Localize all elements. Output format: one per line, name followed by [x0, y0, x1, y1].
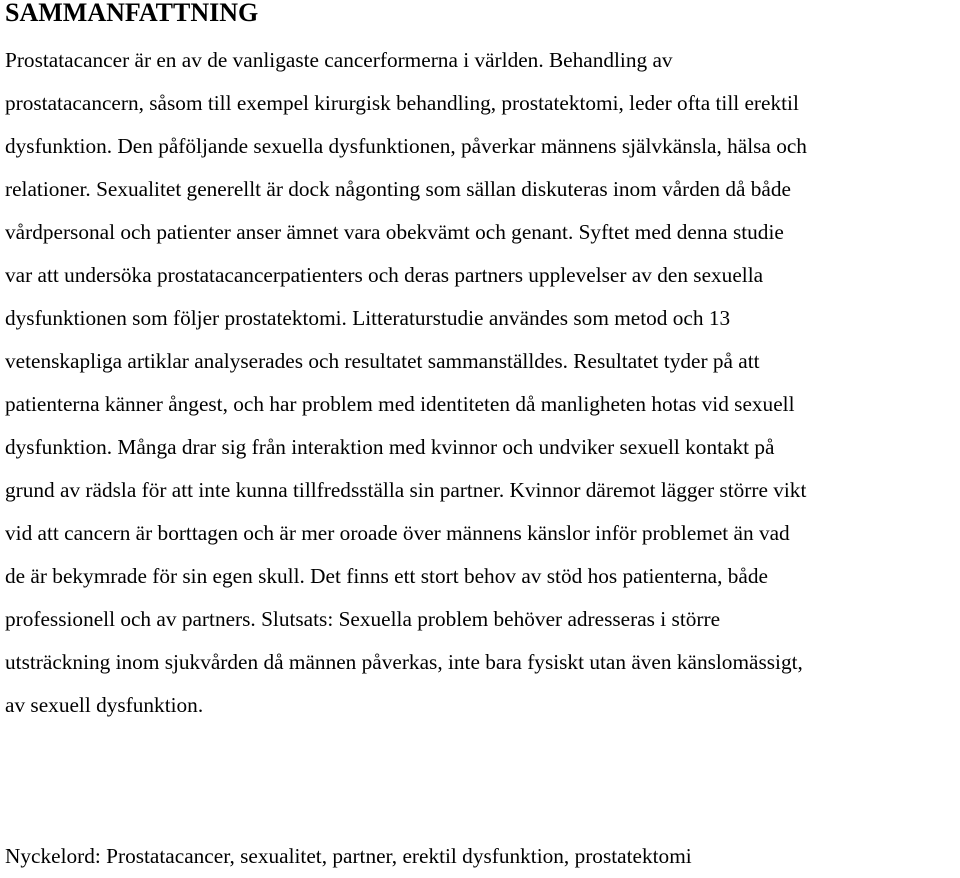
abstract-line: grund av rädsla för att inte kunna tillfredsställa sin partner. Kvinnor däremot lägger större vikt: [5, 478, 807, 502]
abstract-line: av sexuell dysfunktion.: [5, 693, 204, 717]
abstract-paragraph: [5, 39, 950, 727]
abstract-line: de är bekymrade för sin egen skull. Det finns ett stort behov av stöd hos patienterna, både: [5, 564, 768, 588]
abstract-line: var att undersöka prostatacancerpatienters och deras partners upplevelser av den sexuella: [5, 263, 764, 287]
abstract-line: vid att cancern är borttagen och är mer oroade över männens känslor inför problemet än vad: [5, 521, 790, 545]
abstract-line: prostatacancern, såsom till exempel kirurgisk behandling, prostatektomi, leder ofta till erektil: [5, 91, 799, 115]
abstract-line: dysfunktion. Många drar sig från interaktion med kvinnor och undviker sexuell kontakt på: [5, 435, 775, 459]
abstract-line: Prostatacancer är en av de vanligaste cancerformerna i världen. Behandling av: [5, 48, 673, 72]
abstract-line: professionell och av partners. Slutsats: Sexuella problem behöver adresseras i större: [5, 607, 721, 631]
keywords-line: Nyckelord: Prostatacancer, sexualitet, partner, erektil dysfunktion, prostatektomi: [5, 844, 692, 868]
abstract-line: vetenskapliga artiklar analyserades och resultatet sammanställdes. Resultatet tyder på att: [5, 349, 760, 373]
abstract-line: relationer. Sexualitet generellt är dock någonting som sällan diskuteras inom vården då både: [5, 177, 791, 201]
abstract-line: patienterna känner ångest, och har problem med identiteten då manligheten hotas vid sexuell: [5, 392, 795, 416]
abstract-line: utsträckning inom sjukvården då männen påverkas, inte bara fysiskt utan även känslomässigt,: [5, 650, 803, 674]
abstract-line: dysfunktionen som följer prostatektomi. Litteraturstudie användes som metod och 13: [5, 306, 731, 330]
abstract-line: dysfunktion. Den påföljande sexuella dysfunktionen, påverkar männens självkänsla, hälsa och: [5, 134, 807, 158]
abstract-line: vårdpersonal och patienter anser ämnet vara obekvämt och genant. Syftet med denna studie: [5, 220, 784, 244]
section-title: SAMMANFATTNING: [5, 0, 259, 27]
